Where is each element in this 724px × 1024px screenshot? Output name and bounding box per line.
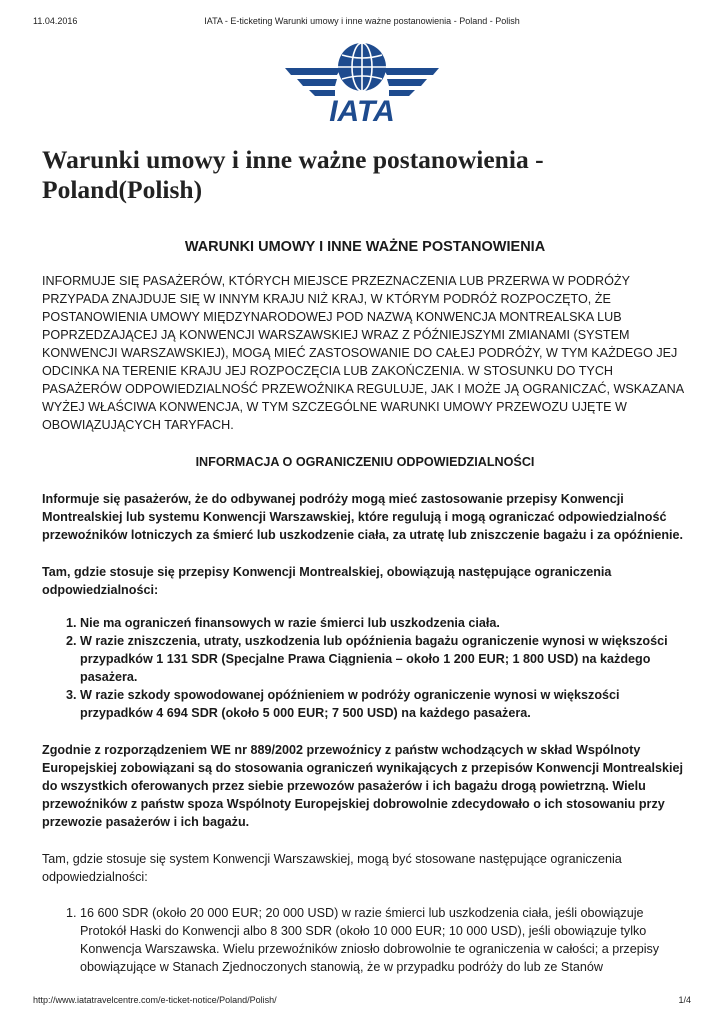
montreal-limits-list [42,614,688,722]
print-date: 11.04.2016 [33,16,78,26]
notice-paragraph: INFORMUJE SIĘ PASAŻERÓW, KTÓRYCH MIEJSCE PRZEZNACZENIA LUB PRZERWA W PODRÓŻY PRZYPADA ZNAJDUJE SIĘ W INNYM KRAJU NIŻ KRAJ, W KTÓRYM PODRÓŻ ROZPOCZĘTO, ŻE POSTANOWIENIA UMOWY MIĘDZYNARODOWEJ POD NAZWĄ KONWENCJA MONTREALSKA LUB POPRZEDZAJĄCEJ JĄ KONWENCJI WARSZAWSKIEJ WRAZ Z PÓŹNIEJSZYMI ZMIANAMI (SYSTEM KONWENCJI WARSZAWSKIEJ), MOGĄ MIEĆ ZASTOSOWANIE DO CAŁEJ PODRÓŻY, W TYM KAŻDEGO JEJ ODCINKA NA TERENIE KRAJU JEJ ROZPOCZĘCIA LUB ZAKOŃCZENIA. W STOSUNKU DO TYCH PASAŻERÓW ODPOWIEDZIALNOŚĆ PRZEWOŹNIKA REGULUJE, JAK I MOŻE JĄ OGRANICZAĆ, WSKAZANA WYŻEJ WŁAŚCIWA KONWENCJA, W TYM SZCZEGÓLNE WARUNKI UMOWY PRZEWOZU UJĘTE W OBOWIĄZUJĄCYCH TARYFACH. [42,274,684,432]
iata-globe-wings-icon [285,40,439,124]
montreal-intro-paragraph: Tam, gdzie stosuje się przepisy Konwencji Montrealskiej, obowiązują następujące ograniczenia odpowiedzialności: [42,565,612,597]
list-item: 3. W razie szkody spowodowanej opóźnieniem w podróży ograniczenie wynosi w większości przypadków 4 694 SDR (około 5 000 EUR; 7 500 USD) na każdego pasażera. [80,686,688,722]
print-title: IATA - E-ticketing Warunki umowy i inne ważne postanowienia - Poland - Polish [204,16,520,26]
warsaw-intro-paragraph: Tam, gdzie stosuje się system Konwencji Warszawskiej, mogą być stosowane następujące ograniczenia odpowiedzialności: [42,852,622,884]
iata-logo [285,40,439,124]
page-title: Warunki umowy i inne ważne postanowienia - Poland(Polish) [42,145,544,204]
page-number: 1/4 [678,995,691,1005]
list-item: 1. 16 600 SDR (około 20 000 EUR; 20 000 USD) w razie śmierci lub uszkodzenia ciała, jeśli obowiązuje Protokół Haski do Konwencji albo 8 300 SDR (około 10 000 EUR; 10 000 USD), jeśli obowiązuje tylko Konwencja Warszawska. Wielu przewoźników zniosło dobrowolnie te ograniczenia w całości; a przepisy obowiązujące w Stanach Zjednoczonych stanowią, że w przypadku podróży do lub ze Stanów [80,904,688,976]
list-item: 2. W razie zniszczenia, utraty, uszkodzenia lub opóźnienia bagażu ograniczenie wynosi w większości przypadków 1 131 SDR (Specjalne Prawa Ciągnienia – około 1 200 EUR; 1 800 USD) na każdego pasażera. [80,632,688,686]
liability-intro-paragraph: Informuje się pasażerów, że do odbywanej podróży mogą mieć zastosowanie przepisy Konwencji Montrealskiej lub systemu Konwencji Warszawskiej, które regulują i mogą ograniczać odpowiedzialność przewoźników lotniczych za śmierć lub uszkodzenie ciała, za utratę lub zniszczenie bagażu i za opóźnienie. [42,492,684,542]
source-url: http://www.iatatravelcentre.com/e-ticket-notice/Poland/Polish/ [33,995,277,1005]
section-heading-terms: WARUNKI UMOWY I INNE WAŻNE POSTANOWIENIA [184,239,546,255]
ec-regulation-paragraph: Zgodnie z rozporządzeniem WE nr 889/2002 przewoźnicy z państw wchodzących w skład Wspólnoty Europejskiej zobowiązani są do stosowania ograniczeń wynikających z przepisów Konwencji Montrealskiej do wszystkich oferowanych przez siebie przewozów pasażerów i ich bagażu drogą powietrzną. Wielu przewoźników z państw spoza Wspólnoty Europejskiej dobrowolnie zdecydowało o ich stosowaniu przy przewozie pasażerów i ich bagażu. [42,743,684,829]
section-heading-liability: INFORMACJA O OGRANICZENIU ODPOWIEDZIALNOŚCI [195,455,535,469]
svg-text:IATA: IATA [329,95,395,124]
document-body [42,238,688,995]
list-item: 1. Nie ma ograniczeń finansowych w razie śmierci lub uszkodzenia ciała. [80,614,688,632]
warsaw-limits-list [42,904,688,976]
